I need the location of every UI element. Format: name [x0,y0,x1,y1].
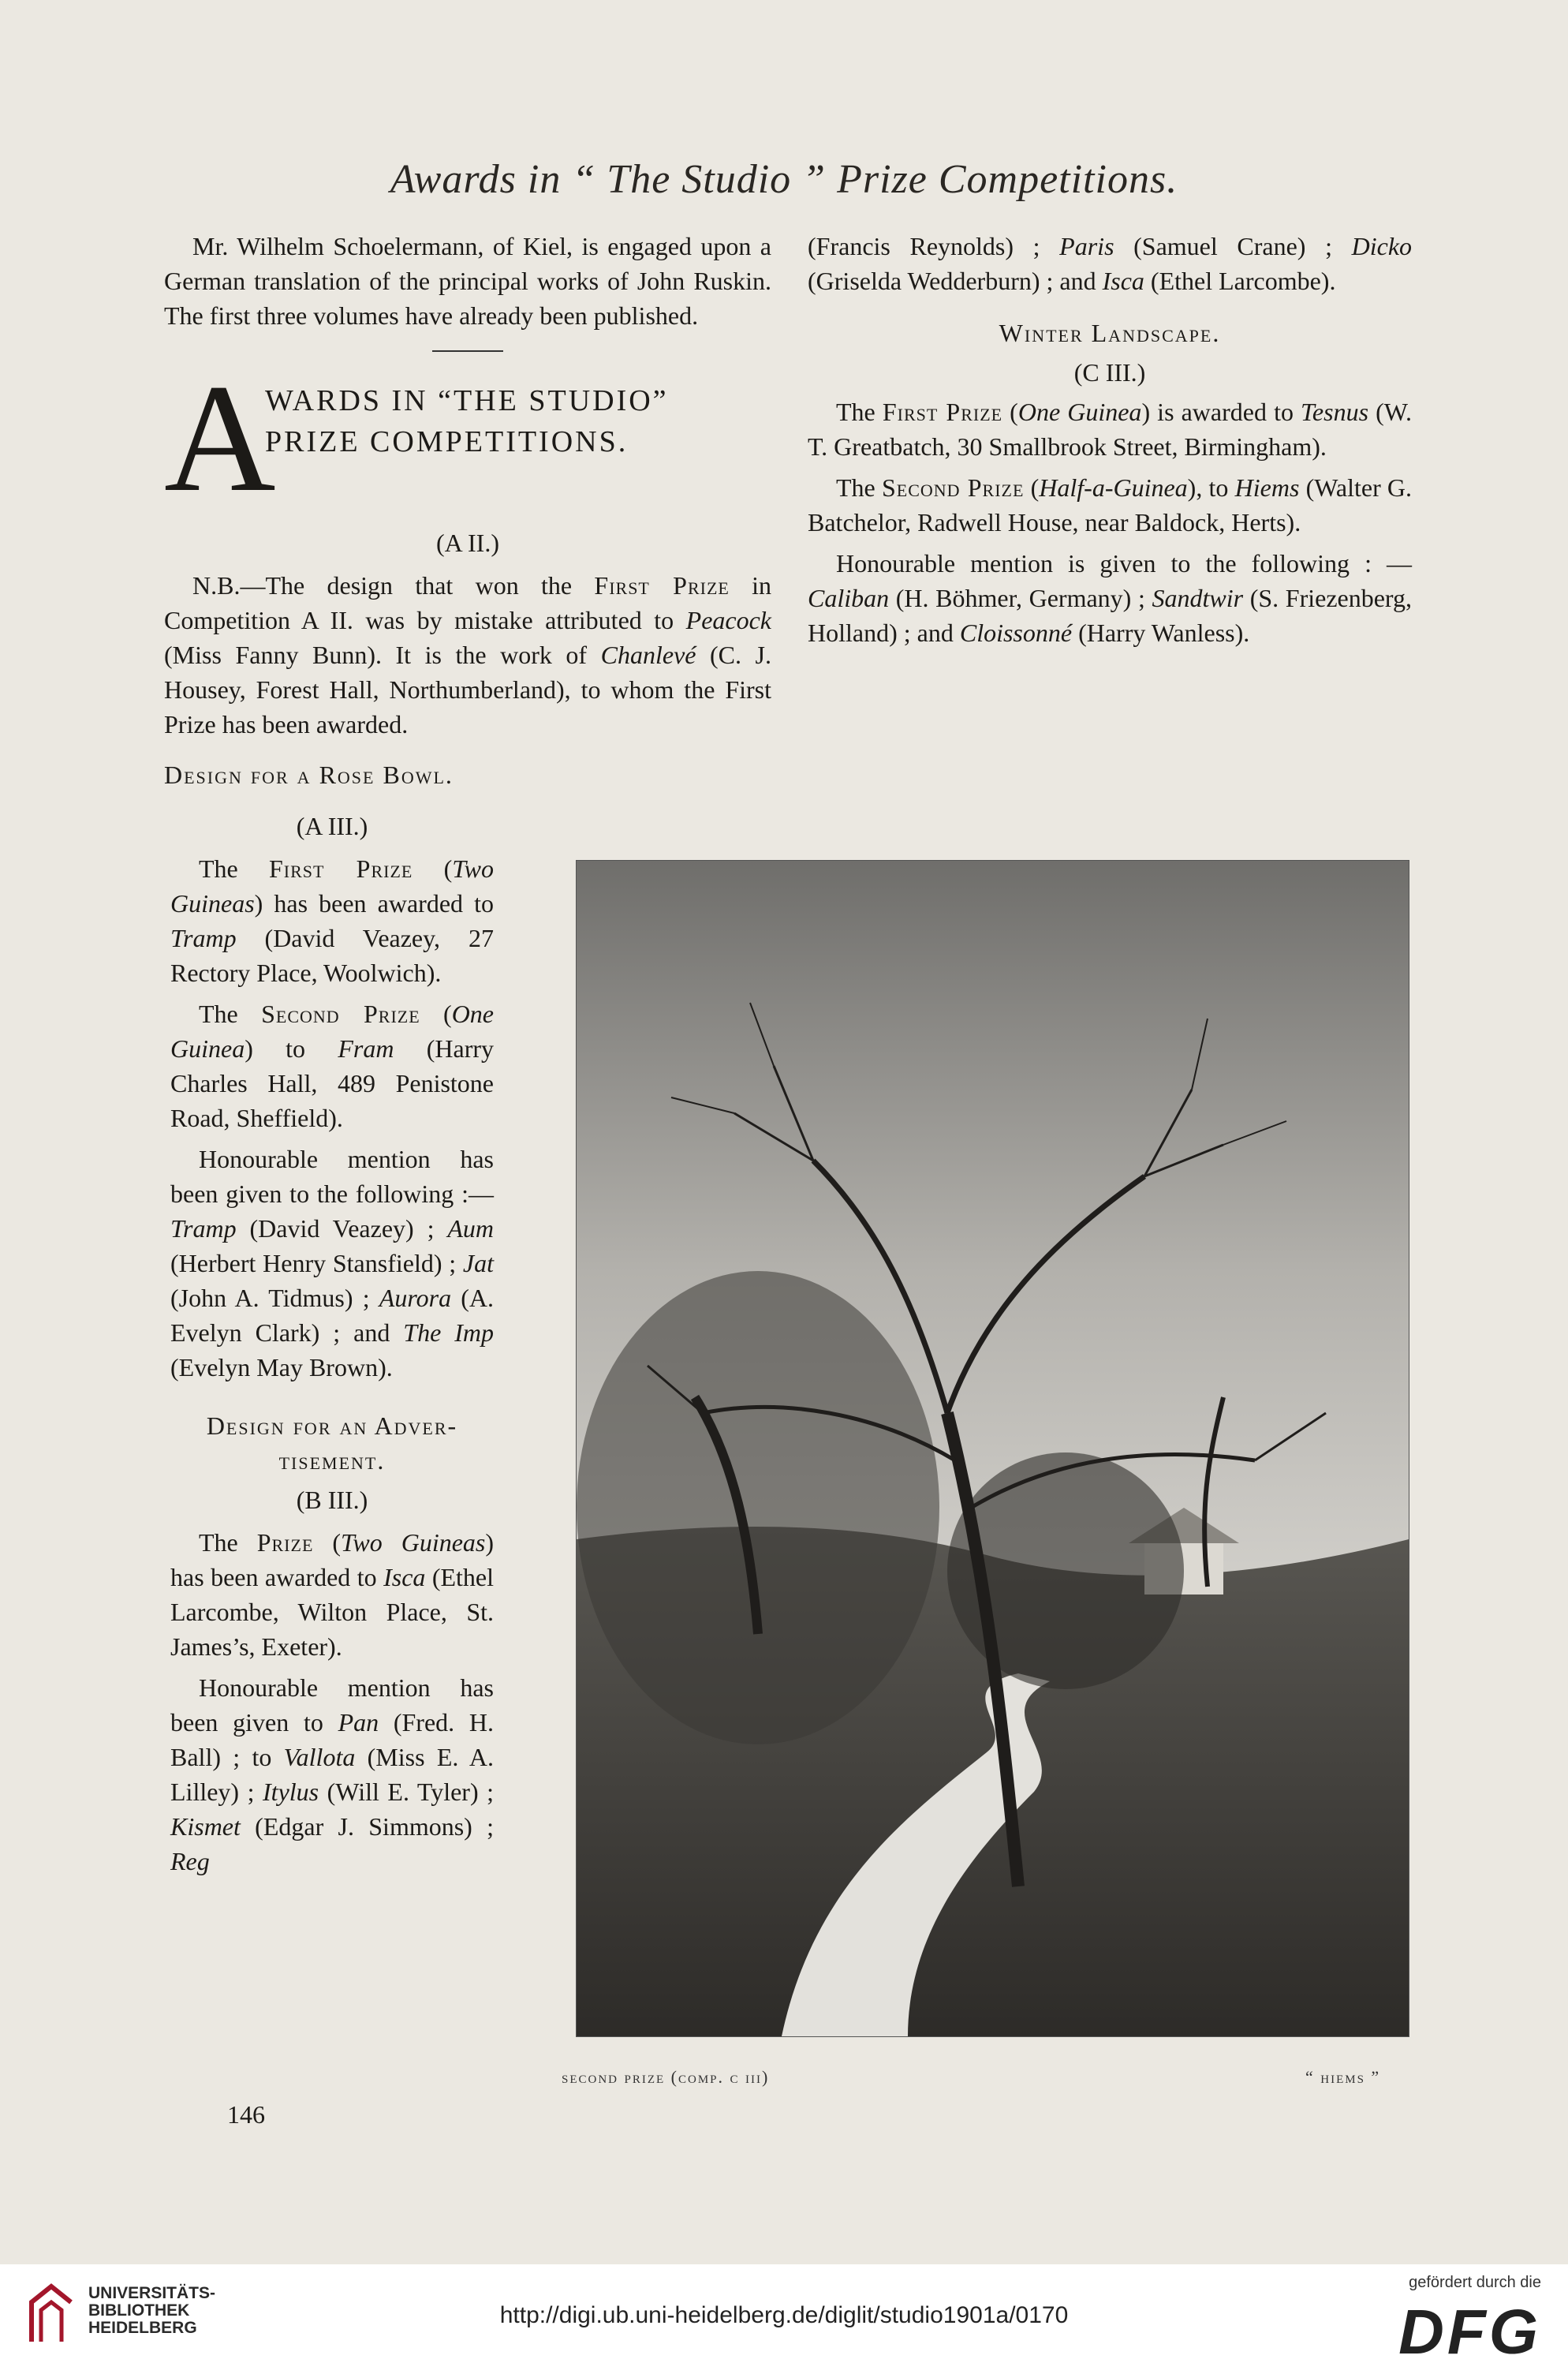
text: (David Veazey, 27 Rectory Place, Woolwich). [170,924,494,987]
paragraph-c3-honourable [808,546,1412,650]
entry-name: Kismet [170,1812,241,1841]
entry-name: Tesnus [1301,398,1369,426]
text: ( [413,854,453,883]
text: Honourable mention is given to the following : — [836,549,1412,578]
page-number: 146 [227,2100,265,2129]
entry-name: Reg [170,1847,210,1875]
text: N.B.—The design that won the [192,571,595,600]
entry-name: Fram [338,1034,394,1063]
text: Honourable mention has been given to the following :— [170,1145,494,1208]
prize-name: Prize [256,1528,314,1557]
text: ) has been awarded to [170,1528,495,1591]
prize-amount: Two Guineas [341,1528,486,1557]
text: (Harry Wanless). [1072,619,1250,647]
prize-amount: Two Guineas [170,854,495,918]
entry-name: Jat [462,1249,494,1277]
prize-name: First Prize [268,854,413,883]
competition-a2-label: (A II.) [436,529,499,557]
entry-name: Dicko [1351,232,1413,260]
narrow-column [170,804,494,1885]
entry-name: Caliban [808,584,890,612]
text: ( [1024,473,1040,502]
entry-name: Vallota [283,1743,356,1771]
dfg-logo: DFG [1398,2297,1541,2367]
text: (David Veazey) ; [236,1214,448,1243]
heading-winter-landscape: Winter Landscape. [999,319,1221,347]
prize-amount: One Guinea [170,1000,494,1063]
heading-advertisement-2: tisement. [278,1446,386,1475]
entry-name: Cloissonné [959,619,1073,647]
paragraph-b3-honourable [170,1670,494,1879]
prize-name: Second Prize [261,1000,420,1028]
text: (Ethel Larcombe, Wilton Place, St. James’s, Exeter). [170,1563,495,1661]
text: ( [420,1000,452,1028]
text: (John A. Tidmus) ; [170,1284,379,1312]
entry-name: Chanlevé [600,641,696,669]
running-head: Awards in “ The Studio ” Prize Competitions. [390,157,1178,202]
text: ( [1002,398,1018,426]
paragraph-a3-honourable [170,1142,494,1385]
entry-name: Sandtwir [1152,584,1244,612]
prize-amount: Half-a-Guinea [1039,473,1188,502]
title-line-2: PRIZE COMPETITIONS. [265,425,629,458]
prize-name: Second Prize [881,473,1025,502]
paragraph-continued [808,229,1412,298]
text: ), to [1187,473,1235,502]
prize-name: First Prize [882,398,1003,426]
text: (Miss Fanny Bunn). It is the work of [164,641,601,669]
competition-a3-label: (A III.) [296,812,368,840]
text: ( [313,1528,341,1557]
library-name-line: UNIVERSITÄTS- [88,2284,216,2302]
text: (S. Friezenberg, Holland) ; and [808,584,1413,647]
paragraph-nb [164,568,771,742]
text: (Ethel Larcombe). [1144,267,1336,295]
text: (Fred. H. Ball) ; to [170,1708,495,1771]
competition-b3-label: (B III.) [296,1486,368,1514]
text: (Samuel Crane) ; [1114,232,1352,260]
entry-name: Isca [1102,267,1144,295]
text: The [836,398,883,426]
text: The [199,854,269,883]
photo-caption-right: “ hiems ” [1305,2067,1381,2087]
prize-name: First Prize [594,571,730,600]
title-text [265,380,669,462]
entry-name: Tramp [170,1214,237,1243]
entry-name: Paris [1059,232,1114,260]
text: ) to [245,1034,338,1063]
library-name-line: BIBLIOTHEK [88,2301,190,2320]
entry-name: Tramp [170,924,237,952]
text: Honourable mention has been given to [170,1673,494,1737]
text: in Competition A II. was by mistake attributed to [164,571,772,634]
right-column [808,229,1412,656]
text: (C. J. Housey, Forest Hall, Northumberland), to whom the First Prize has been awarded. [164,641,771,738]
text: (A. Evelyn Clark) ; and [170,1284,495,1347]
text: The [199,1000,262,1028]
text: (Griselda Wedderburn) ; and [808,267,1103,295]
heading-advertisement-1: Design for an Adver- [206,1411,458,1440]
paragraph-c3-first-prize [808,394,1412,464]
digitization-footer [0,2264,1568,2374]
paragraph-ruskin: Mr. Wilhelm Schoelermann, of Kiel, is engaged upon a German translation of the principal works of John Ruskin. The first three volumes have already been published. [164,232,771,330]
paragraph-b3-prize [170,1525,494,1664]
title-line-1: WARDS IN “THE STUDIO” [265,384,669,417]
competition-c3-label: (C III.) [1073,358,1146,387]
text: ) is awarded to [1141,398,1301,426]
text: (Evelyn May Brown). [170,1353,393,1381]
entry-name: Aum [447,1214,494,1243]
entry-name: Peacock [685,606,771,634]
text: (Harry Charles Hall, 489 Penistone Road, Sheffield). [170,1034,495,1132]
winter-landscape-photo [576,860,1409,2037]
text: The [836,473,882,502]
permalink-url[interactable]: http://digi.ub.uni-heidelberg.de/diglit/studio1901a/0170 [499,2302,1069,2328]
prize-amount: One Guinea [1017,398,1142,426]
photo-illustration [577,861,1409,2036]
text: (Walter G. Batchelor, Radwell House, near Baldock, Herts). [808,473,1413,536]
paragraph-a3-first-prize [170,851,494,990]
left-column [164,229,771,797]
drop-cap: A [164,353,276,524]
photo-caption-left: second prize (comp. c iii) [562,2067,770,2087]
text: (Herbert Henry Stansfield) ; [170,1249,463,1277]
text: (H. Böhmer, Germany) ; [889,584,1152,612]
paragraph-a3-second-prize [170,996,494,1135]
entry-name: Hiems [1234,473,1300,502]
paragraph-c3-second-prize [808,470,1412,540]
text: (Will E. Tyler) ; [319,1778,495,1806]
text: The [199,1528,257,1557]
entry-name: Itylus [263,1778,319,1806]
text: (Edgar J. Simmons) ; [240,1812,494,1841]
entry-name: Isca [383,1563,426,1591]
text: ) has been awarded to [254,889,494,918]
heading-rose-bowl: Design for a Rose Bowl. [164,761,454,789]
article-title [164,353,771,524]
text: (Miss E. A. Lilley) ; [170,1743,495,1806]
text: (W. T. Greatbatch, 30 Smallbrook Street, Birmingham). [808,398,1413,461]
library-name-line: HEIDELBERG [88,2319,197,2337]
entry-name: Pan [338,1708,379,1737]
entry-name: The Imp [403,1318,495,1347]
entry-name: Aurora [379,1284,452,1312]
funding-note: gefördert durch die [1409,2274,1541,2291]
section-rule [432,350,503,352]
text: (Francis Reynolds) ; [808,232,1060,260]
